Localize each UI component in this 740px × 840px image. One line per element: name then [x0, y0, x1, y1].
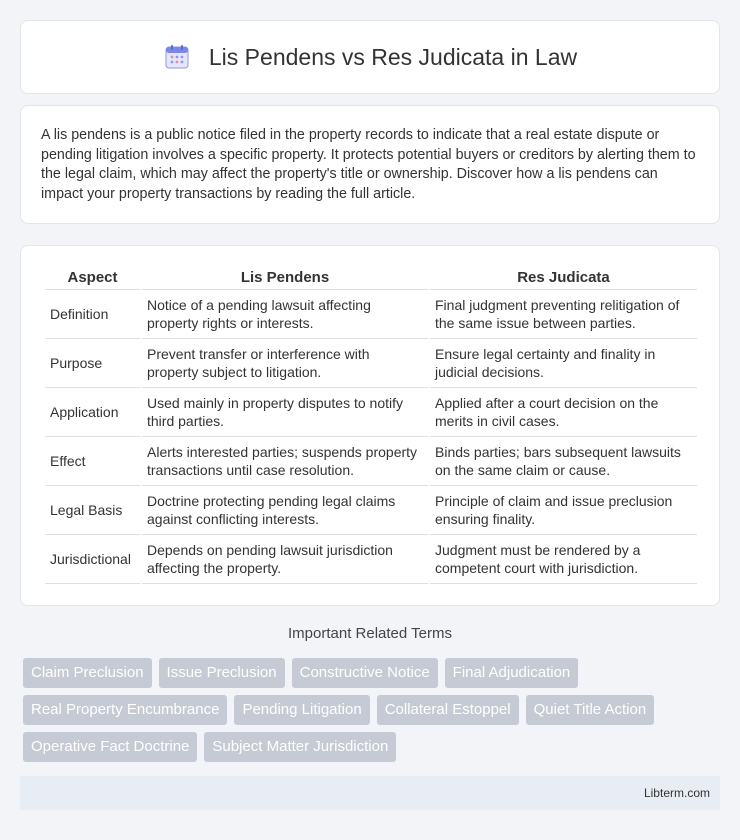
lis-pendens-cell: Used mainly in property disputes to notify third parties.: [142, 388, 428, 437]
res-judicata-cell: Principle of claim and issue preclusion ensuring finality.: [430, 486, 697, 535]
res-judicata-cell: Ensure legal certainty and finality in judicial decisions.: [430, 339, 697, 388]
aspect-cell: Definition: [45, 290, 140, 339]
footer-site-link[interactable]: Libterm.com: [643, 786, 710, 800]
related-term-tag[interactable]: Final Adjudication: [445, 658, 579, 688]
related-terms-title: Important Related Terms: [288, 625, 452, 642]
table-row: [45, 535, 697, 584]
header-lis-pendens: Lis Pendens: [142, 266, 428, 290]
aspect-cell: Application: [45, 388, 140, 437]
res-judicata-cell: Final judgment preventing relitigation of the same issue between parties.: [430, 290, 697, 339]
res-judicata-cell: Binds parties; bars subsequent lawsuits on the same claim or cause.: [430, 437, 697, 486]
lis-pendens-cell: Prevent transfer or interference with property subject to litigation.: [142, 339, 428, 388]
table-row: [45, 290, 697, 339]
related-term-tag[interactable]: Quiet Title Action: [526, 695, 655, 725]
related-term-tag[interactable]: Operative Fact Doctrine: [23, 732, 197, 762]
header-aspect: Aspect: [45, 266, 140, 290]
related-term-tag[interactable]: Claim Preclusion: [23, 658, 152, 688]
aspect-cell: Purpose: [45, 339, 140, 388]
comparison-table-card: [20, 245, 720, 606]
page-title: Lis Pendens vs Res Judicata in Law: [208, 43, 578, 70]
intro-card: [20, 105, 720, 224]
related-term-tag[interactable]: Subject Matter Jurisdiction: [204, 732, 396, 762]
footer: [20, 776, 720, 810]
res-judicata-cell: Judgment must be rendered by a competent court with jurisdiction.: [430, 535, 697, 584]
related-term-tag[interactable]: Pending Litigation: [234, 695, 369, 725]
related-term-tag[interactable]: Collateral Estoppel: [377, 695, 519, 725]
calendar-icon: [163, 43, 191, 71]
table-row: [45, 388, 697, 437]
aspect-cell: Legal Basis: [45, 486, 140, 535]
res-judicata-cell: Applied after a court decision on the merits in civil cases.: [430, 388, 697, 437]
intro-text: A lis pendens is a public notice filed in the property records to indicate that a real estate dispute or pending litigation involves a specific property. It protects potential buyers or creditors by alerting them to the legal claim, which may affect the property's title or ownership. Discover how a lis pendens can impact your property transactions by reading the full article.: [41, 127, 696, 202]
related-term-tag[interactable]: Real Property Encumbrance: [23, 695, 227, 725]
lis-pendens-cell: Depends on pending lawsuit jurisdiction affecting the property.: [142, 535, 428, 584]
comparison-table: [43, 266, 699, 584]
aspect-cell: Effect: [45, 437, 140, 486]
related-terms-list: [23, 658, 723, 762]
lis-pendens-cell: Notice of a pending lawsuit affecting property rights or interests.: [142, 290, 428, 339]
header-card: [20, 20, 720, 94]
table-row: [45, 486, 697, 535]
header-res-judicata: Res Judicata: [430, 266, 697, 290]
related-term-tag[interactable]: Constructive Notice: [292, 658, 438, 688]
aspect-cell: Jurisdictional: [45, 535, 140, 584]
lis-pendens-cell: Alerts interested parties; suspends property transactions until case resolution.: [142, 437, 428, 486]
table-row: [45, 437, 697, 486]
lis-pendens-cell: Doctrine protecting pending legal claims against conflicting interests.: [142, 486, 428, 535]
related-term-tag[interactable]: Issue Preclusion: [159, 658, 285, 688]
table-row: [45, 339, 697, 388]
table-header-row: [45, 266, 697, 290]
